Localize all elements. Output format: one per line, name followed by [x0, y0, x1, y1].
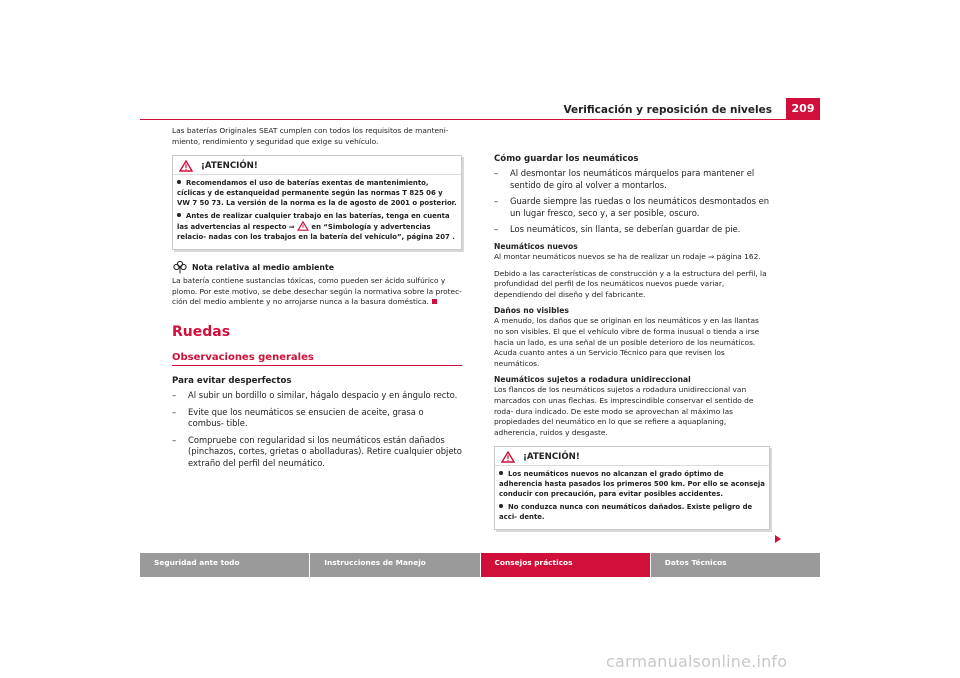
storage-title: Cómo guardar los neumáticos [494, 154, 639, 164]
list-item: – Evite que los neumáticos se ensucien de aceite, grasa o combus- tible. [172, 407, 462, 430]
bullet-icon [177, 180, 181, 184]
warning-triangle-icon [179, 160, 193, 172]
warning-item [177, 178, 457, 208]
bullet-icon [499, 504, 503, 508]
warning-item-text: Recomendamos el uso de baterías exentas de mantenimiento, cíclicas y de estanqueidad permanente según las normas T 825 06 y VW 7 50 73. La versión de la norma es la de agosto de 2001 o posterior. [177, 179, 457, 208]
header-title: Verificación y reposición de niveles [563, 104, 772, 116]
flower-icon [172, 260, 188, 274]
bullet-icon [177, 213, 181, 217]
tab-consejos[interactable]: Consejos prácticos [481, 553, 650, 577]
warning-item-text: en “Simbología y advertencias relacio- nadas con los trabajos en la batería del vehículo”, página 207 . [177, 223, 455, 242]
battery-intro: Las baterías Originales SEAT cumplen con todos los requisitos de manteni- miento, rendimiento y seguridad que exige su vehículo. [172, 126, 449, 146]
page-number: 209 [786, 98, 820, 120]
left-column [172, 126, 462, 476]
warning-item-text: Los neumáticos nuevos no alcanzan el grado óptimo de adherencia hasta pasados los primeros 500 km. Por ello se aconseja conducir con precaución, para evitar posibles accidentes. [499, 470, 765, 499]
tab-datos[interactable]: Datos Técnicos [651, 553, 820, 577]
new-tires-title: Neumáticos nuevos [494, 241, 578, 251]
next-page-arrow-icon [775, 535, 781, 543]
env-note-text [172, 276, 462, 308]
warning-title: ¡ATENCIÓN! [523, 452, 580, 463]
warning-item-text: No conduzca nunca con neumáticos dañados. Existe peligro de acci- dente. [499, 503, 753, 522]
page-header [140, 98, 820, 120]
tires-warning-box [494, 446, 770, 530]
warning-body [173, 175, 461, 249]
warning-triangle-icon [501, 451, 515, 463]
warning-title: ¡ATENCIÓN! [201, 161, 258, 172]
warning-header [173, 156, 461, 175]
damage-title: Daños no visibles [494, 306, 569, 316]
directional-text: Los flancos de los neumáticos sujetos a rodadura unidireccional van marcados con unas flechas. Es imprescindible conservar el sentido de roda- dura indicado. De este modo se aprovechan al máximo las propiedades del neumático en lo que se refiere a aquaplaning, adherencia, ruidos y desgaste. [494, 385, 754, 437]
bullet-icon [499, 471, 503, 475]
new-tires-text: Debido a las características de construcción y a la estructura del perfil, la profundidad del perfil de los neumáticos nuevos puede variar, dependiendo del diseño y del fabricante. [494, 268, 767, 299]
warning-header [495, 447, 769, 466]
list-item: – Los neumáticos, sin llanta, se deberían guardar de pie. [494, 224, 770, 236]
list-item: – Al desmontar los neumáticos márquelos para mantener el sentido de giro al volver a montarlos. [494, 168, 770, 191]
env-note-body: La batería contiene sustancias tóxicas, como pueden ser ácido sulfúrico y plomo. Por este motivo, se debe desechar según la normativa sobre la protec- ción del medio ambiente y no arrojarse nunca a la basura doméstica. [172, 276, 462, 307]
warning-triangle-icon [297, 221, 309, 231]
section-title: Ruedas [172, 323, 231, 340]
right-column [494, 126, 770, 540]
watermark: carmanualsonline.info [606, 652, 788, 671]
footer-nav [140, 553, 820, 577]
warning-item [499, 469, 765, 499]
warning-item-text: Antes de realizar cualquier trabajo en las baterías, tenga en cuenta las advertencias al respecto ⇒ [177, 212, 450, 232]
tab-instrucciones[interactable]: Instrucciones de Manejo [310, 553, 479, 577]
battery-warning-box [172, 155, 462, 250]
warning-item [177, 211, 457, 242]
defects-list [172, 390, 462, 470]
end-marker-icon [432, 299, 437, 304]
subsection-rule [172, 365, 462, 366]
storage-list [494, 168, 770, 236]
subsection-title: Observaciones generales [172, 351, 314, 363]
list-item: – Al subir un bordillo o similar, hágalo despacio y en ángulo recto. [172, 390, 462, 402]
env-note-title: Nota relativa al medio ambiente [192, 262, 334, 272]
warning-item [499, 502, 765, 522]
directional-title: Neumáticos sujetos a rodadura unidireccional [494, 375, 691, 385]
defects-title: Para evitar desperfectos [172, 375, 292, 386]
list-item: – Compruebe con regularidad si los neumáticos están dañados (pinchazos, cortes, grietas o abolladuras). Retire cualquier objeto extraño del perfil del neumático. [172, 435, 462, 470]
tab-seguridad[interactable]: Seguridad ante todo [140, 553, 309, 577]
warning-body [495, 466, 769, 529]
list-item: – Guarde siempre las ruedas o los neumáticos desmontados en un lugar fresco, seco y, a ser posible, oscuro. [494, 196, 770, 219]
new-tires-text: Al montar neumáticos nuevos se ha de realizar un rodaje ⇒ página 162. [494, 251, 761, 261]
header-rule [140, 119, 786, 120]
damage-text: A menudo, los daños que se originan en los neumáticos y en las llantas no son visibles. El que el vehículo vibre de forma inusual o tienda a irse hacia un lado, es una señal de un posible deterioro de los neumáticos. Acuda cuanto antes a un Servicio Técnico para que revisen los neumáticos. [494, 316, 760, 368]
env-note-header [172, 260, 462, 274]
